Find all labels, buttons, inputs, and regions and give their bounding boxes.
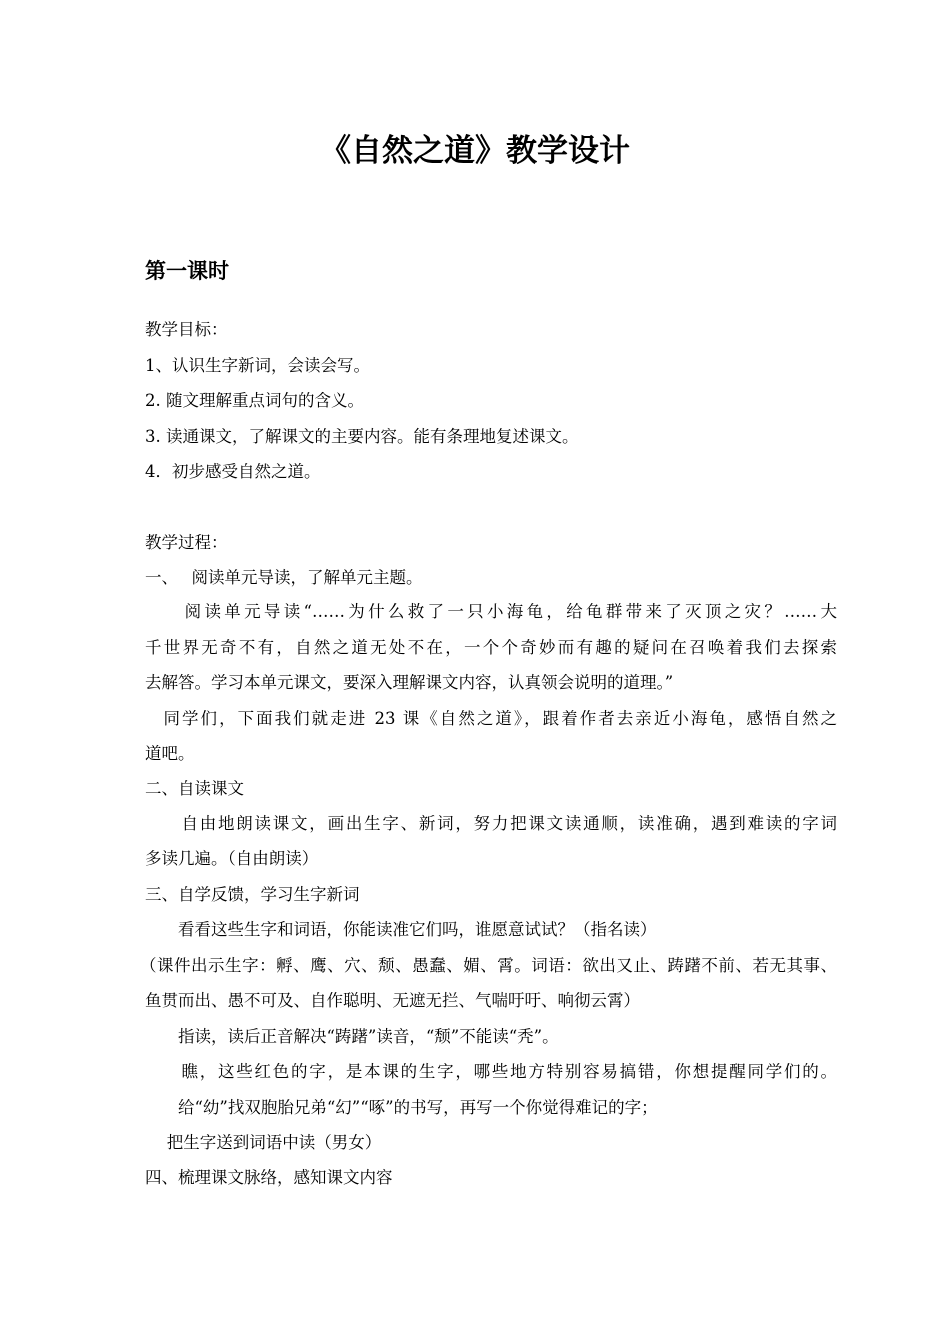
goal-item: 3. 读通课文，了解课文的主要内容。能有条理地复述课文。: [145, 427, 579, 446]
paragraph-line: 多读几遍。（自由朗读）: [145, 849, 319, 868]
paragraph-line: 道吧。: [145, 744, 195, 763]
paragraph-line: 阅读单元导读“……为什么救了一只小海龟，给龟群带来了灭顶之灾？……大: [145, 602, 837, 621]
paragraph-line: 瞧，这些红色的字，是本课的生字，哪些地方特别容易搞错，你想提醒同学们的。: [145, 1062, 837, 1081]
section-heading: 四、梳理课文脉络，感知课文内容: [145, 1168, 393, 1187]
goal-item: 1、认识生字新词，会读会写。: [145, 356, 370, 375]
paragraph-line: 给“幼”找双胞胎兄弟“幻”“啄”的书写，再写一个你觉得难记的字；: [145, 1098, 658, 1117]
paragraph-line: 自由地朗读课文，画出生字、新词，努力把课文读通顺，读准确，遇到难读的字词: [145, 814, 837, 833]
section-heading: 二、自读课文: [145, 779, 244, 798]
goals-label: 教学目标：: [145, 320, 228, 339]
goal-item: 4．初步感受自然之道。: [145, 462, 321, 481]
paragraph-line: 把生字送到词语中读（男女）: [145, 1133, 382, 1152]
paragraph-line: 看看这些生字和词语，你能读准它们吗，谁愿意试试？（指名读）: [145, 920, 657, 939]
section-heading: 三、自学反馈，学习生字新词: [145, 885, 360, 904]
document-title: 《自然之道》教学设计: [320, 133, 630, 169]
process-label: 教学过程：: [145, 533, 228, 552]
paragraph-line: 同学们，下面我们就走进 23 课《自然之道》，跟着作者去亲近小海龟，感悟自然之: [145, 709, 837, 728]
goal-item: 2. 随文理解重点词句的含义。: [145, 391, 364, 410]
paragraph-line: 鱼贯而出、愚不可及、自作聪明、无遮无拦、气喘吁吁、响彻云霄）: [145, 991, 640, 1010]
paragraph-line: 指读，读后正音解决“踌躇”读音，“颓”不能读“秃”。: [145, 1027, 559, 1046]
section-heading: 一、 阅读单元导读，了解单元主题。: [145, 568, 423, 587]
paragraph-line: 千世界无奇不有，自然之道无处不在，一个个奇妙而有趣的疑问在召唤着我们去探索: [145, 638, 837, 657]
paragraph-line: （课件出示生字：孵、鹰、穴、颓、愚蠢、媚、霄。词语：欲出又止、踌躇不前、若无其事、: [140, 956, 837, 975]
lesson-heading: 第一课时: [145, 259, 229, 283]
paragraph-line: 去解答。学习本单元课文，要深入理解课文内容，认真领会说明的道理。”: [145, 673, 674, 692]
